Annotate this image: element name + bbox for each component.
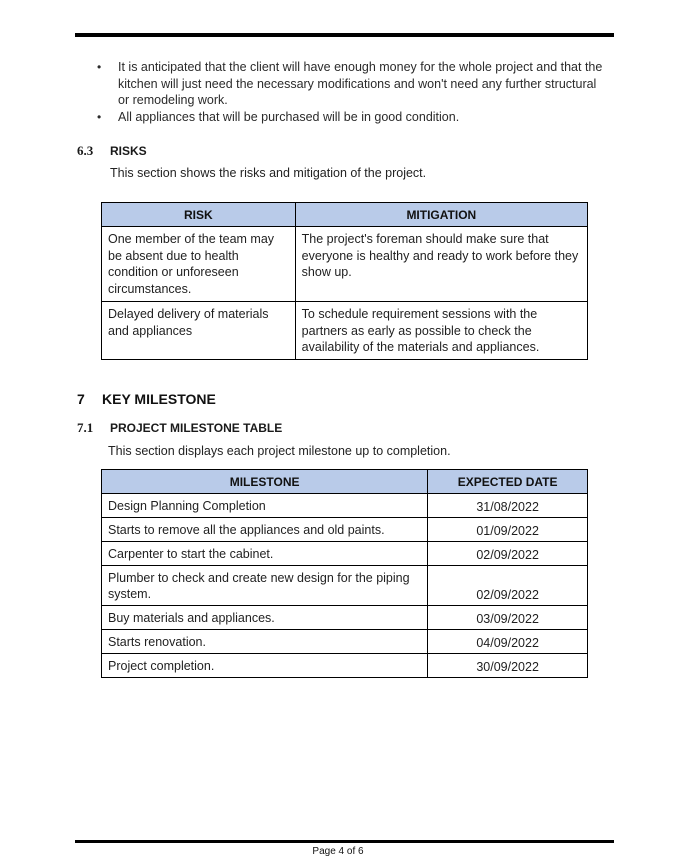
table-header-row — [102, 203, 588, 227]
milestone-intro: This section displays each project milestone up to completion. — [108, 444, 451, 458]
column-header-risk: RISK — [102, 203, 296, 227]
milestone-cell: Plumber to check and create new design for the piping system. — [102, 566, 428, 606]
milestone-cell: Design Planning Completion — [102, 494, 428, 518]
date-cell: 02/09/2022 — [428, 542, 588, 566]
risks-heading — [77, 143, 147, 159]
table-row — [102, 654, 588, 678]
milestone-cell: Buy materials and appliances. — [102, 606, 428, 630]
section-number: 7.1 — [77, 420, 94, 435]
section-title: RISKS — [110, 144, 147, 158]
page-number: Page 4 of 6 — [312, 846, 364, 857]
chapter-title: KEY MILESTONE — [102, 391, 216, 407]
section-title: PROJECT MILESTONE TABLE — [110, 421, 283, 435]
risks-intro: This section shows the risks and mitigation of the project. — [110, 166, 427, 180]
footer-rule — [75, 840, 614, 843]
table-header-row — [102, 470, 588, 494]
mitigation-cell: To schedule requirement sessions with the partners as early as possible to check the availability of the materials and appliances. — [295, 302, 587, 360]
date-cell: 31/08/2022 — [428, 494, 588, 518]
date-cell: 30/09/2022 — [428, 654, 588, 678]
section-number: 6.3 — [77, 143, 94, 158]
chapter-number: 7 — [77, 391, 85, 407]
table-row — [102, 606, 588, 630]
header-rule — [75, 33, 614, 37]
date-cell: 04/09/2022 — [428, 630, 588, 654]
date-cell: 03/09/2022 — [428, 606, 588, 630]
milestone-cell: Carpenter to start the cabinet. — [102, 542, 428, 566]
date-cell: 01/09/2022 — [428, 518, 588, 542]
table-row — [102, 566, 588, 606]
list-item: • All appliances that will be purchased will be in good condition. — [97, 109, 607, 126]
milestone-table-heading — [77, 420, 282, 436]
table-row — [102, 227, 588, 302]
column-header-expected-date: EXPECTED DATE — [428, 470, 588, 494]
table-row — [102, 494, 588, 518]
table-row — [102, 630, 588, 654]
risk-table — [101, 202, 588, 360]
assumptions-list — [97, 59, 607, 125]
table-row — [102, 518, 588, 542]
risk-cell: Delayed delivery of materials and appliances — [102, 302, 296, 360]
milestone-table — [101, 469, 588, 678]
key-milestone-heading — [77, 391, 216, 407]
list-item: • It is anticipated that the client will have enough money for the whole project and that the kitchen will just need the necessary modifications and won't need any further structural or remodeling work. — [97, 59, 607, 109]
table-row — [102, 302, 588, 360]
milestone-cell: Starts to remove all the appliances and old paints. — [102, 518, 428, 542]
column-header-milestone: MILESTONE — [102, 470, 428, 494]
table-row — [102, 542, 588, 566]
column-header-mitigation: MITIGATION — [295, 203, 587, 227]
mitigation-cell: The project's foreman should make sure that everyone is healthy and ready to work before they show up. — [295, 227, 587, 302]
milestone-cell: Project completion. — [102, 654, 428, 678]
date-cell: 02/09/2022 — [428, 566, 588, 606]
risk-cell: One member of the team may be absent due to health condition or unforeseen circumstances. — [102, 227, 296, 302]
milestone-cell: Starts renovation. — [102, 630, 428, 654]
